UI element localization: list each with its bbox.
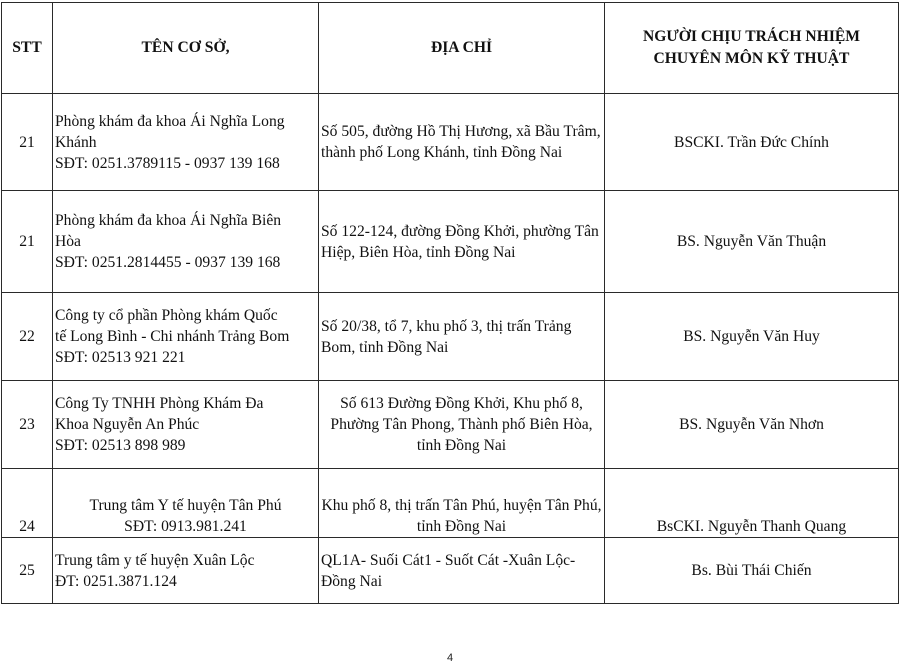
address-cell xyxy=(319,94,605,191)
header-responsible-person-line2: CHUYÊN MÔN KỸ THUẬT xyxy=(653,50,850,67)
responsible-person-cell: BsCKI. Nguyễn Thanh Quang xyxy=(605,469,899,538)
facility-phone: SĐT: 0913.981.241 xyxy=(124,518,247,535)
address-line: Khu phố 8, thị trấn Tân Phú, huyện Tân Phú, xyxy=(321,497,602,514)
table-row xyxy=(2,469,899,538)
page-number: 4 xyxy=(446,652,454,664)
address-line: Số 20/38, tổ 7, khu phố 3, thị trấn Trảng xyxy=(321,317,572,335)
facility-phone: SĐT: 0251.3789115 - 0937 139 168 xyxy=(55,154,280,172)
address-line: Hiệp, Biên Hòa, tỉnh Đồng Nai xyxy=(321,243,516,261)
stt-cell: 25 xyxy=(2,538,53,604)
facility-name-line: Phòng khám đa khoa Ái Nghĩa Long xyxy=(55,112,285,130)
facility-phone: SĐT: 02513 898 989 xyxy=(55,437,186,454)
facility-name-cell xyxy=(53,94,319,191)
facility-name-line: Hòa xyxy=(55,233,81,250)
facility-name-line: Công ty cổ phần Phòng khám Quốc xyxy=(55,307,278,324)
header-responsible-person-line1: NGƯỜI CHỊU TRÁCH NHIỆM xyxy=(642,28,861,45)
facility-name-cell xyxy=(53,381,319,469)
stt-cell: 23 xyxy=(2,381,53,469)
responsible-person-cell: BS. Nguyễn Văn Thuận xyxy=(605,191,899,293)
address-line: Số 613 Đường Đồng Khởi, Khu phố 8, xyxy=(340,395,583,412)
facility-name-cell xyxy=(53,293,319,381)
facility-table xyxy=(1,2,899,604)
header-address: ĐỊA CHỈ xyxy=(319,3,605,94)
facility-name-line: Phòng khám đa khoa Ái Nghĩa Biên xyxy=(55,212,282,229)
table-row xyxy=(2,94,899,191)
address-line: Phường Tân Phong, Thành phố Biên Hòa, xyxy=(330,416,593,433)
table-row xyxy=(2,191,899,293)
header-responsible-person xyxy=(605,3,899,94)
responsible-person-cell: BS. Nguyễn Văn Nhơn xyxy=(605,381,899,469)
facility-name-line: Công Ty TNHH Phòng Khám Đa xyxy=(55,395,264,412)
address-cell xyxy=(319,191,605,293)
facility-name-line: Khánh xyxy=(55,133,97,151)
facility-name-line: Trung tâm Y tế huyện Tân Phú xyxy=(89,497,282,514)
address-line: Số 505, đường Hồ Thị Hương, xã Bầu Trâm, xyxy=(321,123,601,140)
facility-phone: SĐT: 0251.2814455 - 0937 139 168 xyxy=(55,254,281,271)
facility-name-line: Khoa Nguyễn An Phúc xyxy=(55,416,200,433)
facility-name-line: Trung tâm y tế huyện Xuân Lộc xyxy=(55,551,255,569)
facility-name-cell xyxy=(53,538,319,604)
address-line: Đồng Nai xyxy=(321,572,383,590)
responsible-person-cell: Bs. Bùi Thái Chiến xyxy=(605,538,899,604)
table-row xyxy=(2,538,899,604)
header-stt: STT xyxy=(2,3,53,94)
address-line: thành phố Long Khánh, tỉnh Đồng Nai xyxy=(321,144,563,161)
table-row xyxy=(2,293,899,381)
address-cell xyxy=(319,538,605,604)
facility-name-line: tế Long Bình - Chi nhánh Trảng Bom xyxy=(55,328,290,345)
address-cell xyxy=(319,469,605,538)
stt-cell: 21 xyxy=(2,191,53,293)
stt-cell: 21 xyxy=(2,94,53,191)
responsible-person-cell: BS. Nguyễn Văn Huy xyxy=(605,293,899,381)
address-line: QL1A- Suối Cát1 - Suốt Cát -Xuân Lộc- xyxy=(321,551,576,569)
address-cell xyxy=(319,293,605,381)
facility-name-cell xyxy=(53,191,319,293)
table-row xyxy=(2,381,899,469)
facility-name-cell xyxy=(53,469,319,538)
facility-phone: ĐT: 0251.3871.124 xyxy=(55,572,177,590)
facility-phone: SĐT: 02513 921 221 xyxy=(55,349,186,366)
stt-cell: 22 xyxy=(2,293,53,381)
address-cell xyxy=(319,381,605,469)
stt-cell: 24 xyxy=(2,469,53,538)
header-facility-name: TÊN CƠ SỞ, xyxy=(53,3,319,94)
address-line: Số 122-124, đường Đồng Khởi, phường Tân xyxy=(321,222,599,240)
table-header-row xyxy=(2,3,899,94)
responsible-person-cell: BSCKI. Trần Đức Chính xyxy=(605,94,899,191)
address-line: Bom, tỉnh Đồng Nai xyxy=(321,338,449,356)
address-line: tỉnh Đồng Nai xyxy=(416,518,507,535)
address-line: tỉnh Đồng Nai xyxy=(416,437,507,454)
